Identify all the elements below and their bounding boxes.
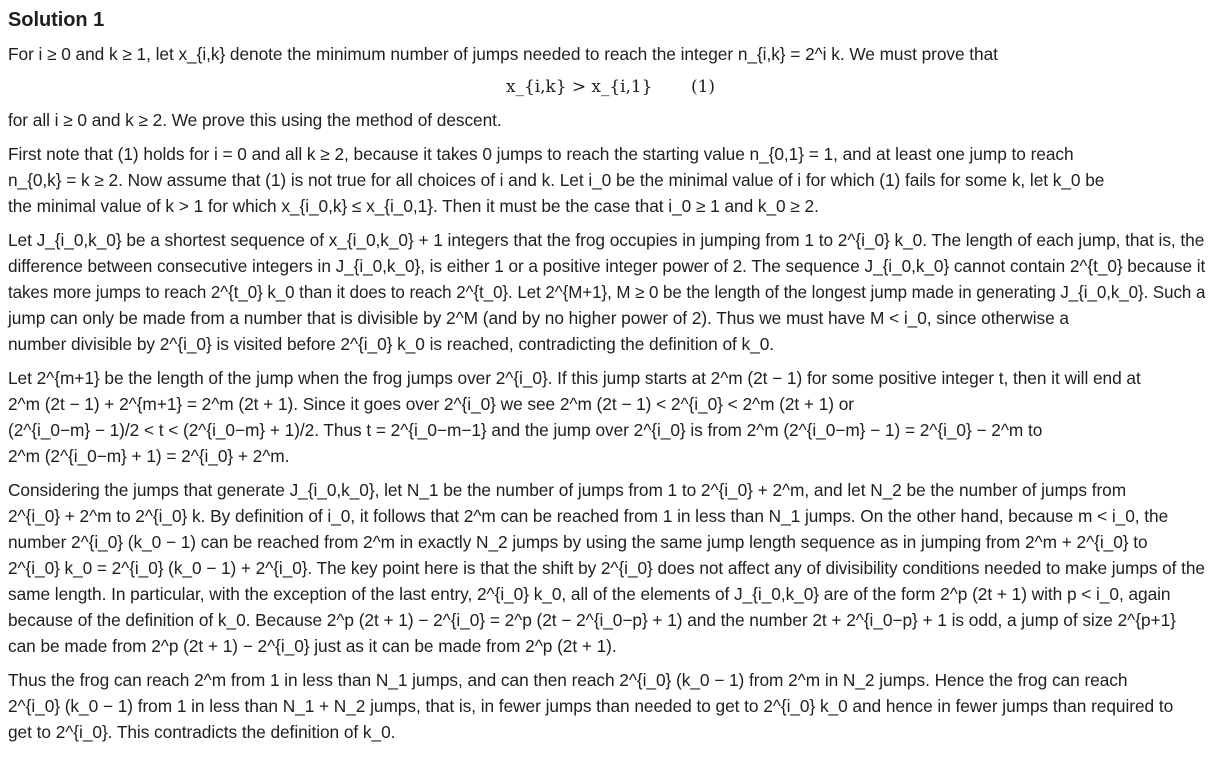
text-line: jump can only be made from a number that is divisible by 2^M (and by no higher power of 2). Thus we must have M < i_0, since otherwise a: [8, 308, 1069, 328]
text-line: can be made from 2^p (2t + 1) − 2^{i_0} just as it can be made from 2^p (2t + 1).: [8, 636, 617, 656]
text-line: (2^{i_0−m} − 1)/2 < t < (2^{i_0−m} + 1)/2. Thus t = 2^{i_0−m−1} and the jump over 2^{i_0} is from 2^m (2^{i_0−m} − 1) = 2^{i_0} − 2^m to: [8, 420, 1043, 440]
paragraph-shortest-sequence: [8, 227, 1207, 357]
text-line: the minimal value of k > 1 for which x_{i_0,k} ≤ x_{i_0,1}. Then it must be the case that i_0 ≥ 1 and k_0 ≥ 2.: [8, 196, 819, 216]
intro-paragraph: [8, 41, 1207, 67]
paragraph-conclusion: [8, 667, 1207, 745]
section-title: Solution 1: [8, 9, 105, 31]
text-line: because of the definition of k_0. Because 2^p (2t + 1) − 2^{i_0} = 2^p (2t − 2^{i_0−p} + 1) and the number 2t + 2^{i_0−p} + 1 is odd, a jump of size 2^{p+1}: [8, 610, 1176, 630]
text-line: Let 2^{m+1} be the length of the jump when the frog jumps over 2^{i_0}. If this jump starts at 2^m (2t − 1) for some positive integer t, then it will end at: [8, 368, 1141, 388]
text-line: 2^m (2t − 1) + 2^{m+1} = 2^m (2t + 1). Since it goes over 2^{i_0} we see 2^m (2t − 1) < 2^{i_0} < 2^m (2t + 1) or: [8, 394, 855, 414]
text-line: 2^{i_0} (k_0 − 1) from 1 in less than N_1 + N_2 jumps, that is, in fewer jumps than needed to get to 2^{i_0} k_0 and hence in fewer jumps than required to: [8, 696, 1174, 716]
intro-line: For i ≥ 0 and k ≥ 1, let x_{i,k} denote the minimum number of jumps needed to reach the integer n_{i,k} = 2^i k. We must prove that: [8, 44, 998, 64]
text-line: takes more jumps to reach 2^{t_0} k_0 than it does to reach 2^{t_0}. Let 2^{M+1}, M ≥ 0 be the length of the longest jump made in generating J_{i_0,k_0}. Such a: [8, 282, 1206, 302]
forall-line: for all i ≥ 0 and k ≥ 2. We prove this using the method of descent.: [8, 110, 502, 130]
text-line: n_{0,k} = k ≥ 2. Now assume that (1) is not true for all choices of i and k. Let i_0 be the minimal value of i for which (1) fails for some k, let k_0 be: [8, 170, 1105, 190]
equation-tag: (1): [691, 77, 715, 97]
display-equation: x_{i,k} > x_{i,1}: [506, 77, 653, 97]
text-line: 2^{i_0} k_0 = 2^{i_0} (k_0 − 1) + 2^{i_0}. The key point here is that the shift by 2^{i_0} does not affect any of divisibility conditions needed to make jumps of the: [8, 558, 1205, 578]
text-line: 2^m (2^{i_0−m} + 1) = 2^{i_0} + 2^m.: [8, 446, 290, 466]
paragraph-counting-jumps: [8, 477, 1207, 659]
paragraph-base-case: [8, 141, 1207, 219]
text-line: number 2^{i_0} (k_0 − 1) can be reached from 2^m in exactly N_2 jumps by using the same jump length sequence as in jumping from 2^m + 2^{i_0} to: [8, 532, 1148, 552]
text-line: Let J_{i_0,k_0} be a shortest sequence of x_{i_0,k_0} + 1 integers that the frog occupies in jumping from 1 to 2^{i_0} k_0. The length of each jump, that is, the: [8, 230, 1205, 250]
display-equation-block: [8, 67, 1207, 107]
text-line: 2^{i_0} + 2^m to 2^{i_0} k. By definition of i_0, it follows that 2^m can be reached from 1 in less than N_1 jumps. On the other hand, because m < i_0, the: [8, 506, 1169, 526]
text-line: get to 2^{i_0}. This contradicts the definition of k_0.: [8, 722, 396, 742]
forall-paragraph: [8, 107, 1207, 133]
text-line: Thus the frog can reach 2^m from 1 in less than N_1 jumps, and can then reach 2^{i_0} (k_0 − 1) from 2^m in N_2 jumps. Hence the frog can reach: [8, 670, 1128, 690]
paragraph-jump-over: [8, 365, 1207, 469]
text-line: First note that (1) holds for i = 0 and all k ≥ 2, because it takes 0 jumps to reach the starting value n_{0,1} = 1, and at least one jump to reach: [8, 144, 1074, 164]
text-line: Considering the jumps that generate J_{i_0,k_0}, let N_1 be the number of jumps from 1 to 2^{i_0} + 2^m, and let N_2 be the number of jumps from: [8, 480, 1127, 500]
text-line: difference between consecutive integers in J_{i_0,k_0}, is either 1 or a positive integer power of 2. The sequence J_{i_0,k_0} cannot contain 2^{t_0} because it: [8, 256, 1206, 276]
text-line: number divisible by 2^{i_0} is visited before 2^{i_0} k_0 is reached, contradicting the definition of k_0.: [8, 334, 775, 354]
text-line: same length. In particular, with the exception of the last entry, 2^{i_0} k_0, all of the elements of J_{i_0,k_0} are of the form 2^p (2t + 1) with p < i_0, again: [8, 584, 1171, 604]
